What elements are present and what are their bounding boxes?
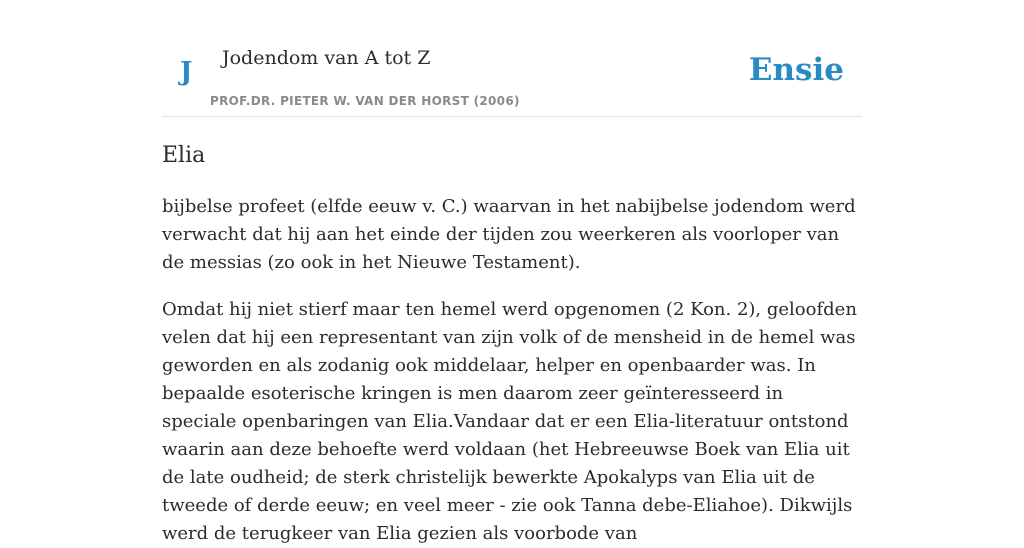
book-author: PROF.DR. PIETER W. VAN DER HORST (2006) bbox=[210, 94, 520, 108]
book-title-link[interactable]: Jodendom van A tot Z bbox=[222, 47, 431, 69]
book-logo-icon[interactable]: J bbox=[180, 57, 193, 87]
page bbox=[162, 0, 862, 548]
article-title: Elia bbox=[162, 143, 206, 168]
header bbox=[162, 0, 862, 117]
ensie-logo[interactable]: Ensie bbox=[748, 52, 844, 88]
article-paragraph: Omdat hij niet stierf maar ten hemel werd opgenomen (2 Kon. 2), geloofden velen dat hij een representant van zijn volk of de mensheid in de hemel was geworden en als zodanig ook middelaar, helper en openbaarder was. In bepaalde esoterische kringen is men daarom zeer geïnteresseerd in speciale openbaringen van Elia.Vandaar dat er een Elia-literatuur ontstond waarin aan deze behoefte werd voldaan (het Hebreeuwse Boek van Elia uit de late oudheid; de sterk christelijk bewerkte Apokalyps van Elia uit de tweede of derde eeuw; en veel meer - zie ook Tanna debe-Eliahoe). Dikwijls werd de terugkeer van Elia gezien als voorbode van bbox=[162, 299, 857, 544]
article-paragraph: bijbelse profeet (elfde eeuw v. C.) waarvan in het nabijbelse jodendom werd verwacht dat hij aan het einde der tijden zou weerkeren als voorloper van de messias (zo ook in het Nieuwe Testament). bbox=[162, 196, 856, 273]
